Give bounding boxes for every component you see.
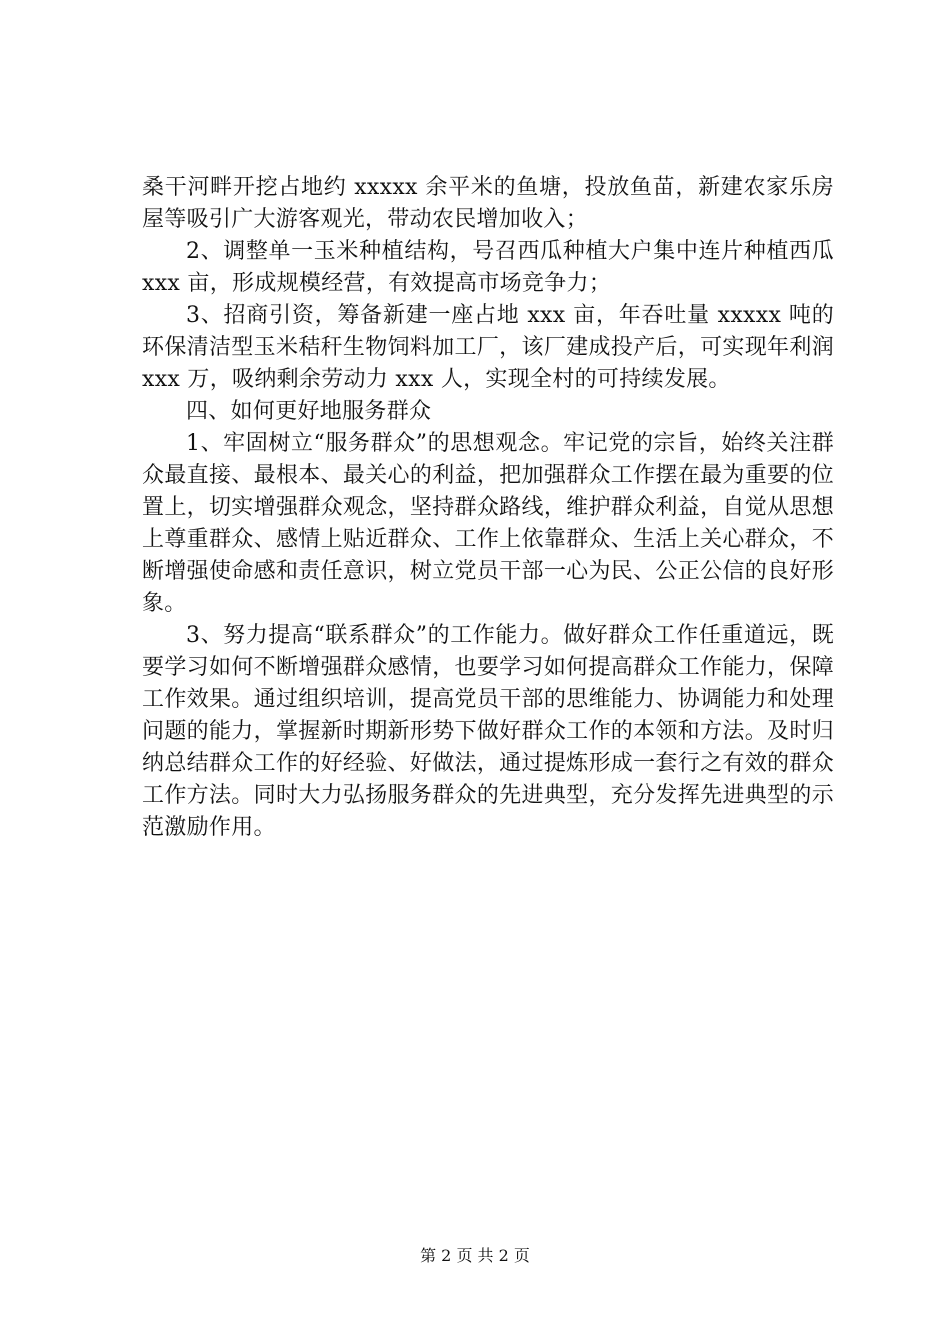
document-body <box>142 172 834 844</box>
paragraph-work-ability: 3、努力提高“联系群众”的工作能力。做好群众工作任重道远，既要学习如何不断增强群众感情，也要学习如何提高群众工作能力，保障工作效果。通过组织培训，提高党员干部的思维能力、协调能力和处理问题的能力，掌握新时期新形势下做好群众工作的本领和方法。及时归纳总结群众工作的好经验、好做法，通过提炼形成一套行之有效的群众工作方法。同时大力弘扬服务群众的先进典型，充分发挥先进典型的示范激励作用。 <box>142 623 834 840</box>
paragraph-service-concept: 1、牢固树立“服务群众”的思想观念。牢记党的宗旨，始终关注群众最直接、最根本、最关心的利益，把加强群众工作摆在最为重要的位置上，切实增强群众观念，坚持群众路线，维护群众利益，自觉从思想上尊重群众、感情上贴近群众、工作上依靠群众、生活上关心群众，不断增强使命感和责任意识，树立党员干部一心为民、公正公信的良好形象。 <box>142 431 834 616</box>
page-number-footer: 第 2 页 共 2 页 <box>420 1246 530 1265</box>
paragraph-investment: 3、招商引资，筹备新建一座占地 xxx 亩，年吞吐量 xxxxx 吨的环保清洁型玉米秸秆生物饲料加工厂，该厂建成投产后，可实现年利润 xxx 万，吸纳剩余劳动力 xxx 人，实现全村的可持续发展。 <box>142 303 834 392</box>
paragraph-watermelon: 2、调整单一玉米种植结构，号召西瓜种植大户集中连片种植西瓜 xxx 亩，形成规模经营，有效提高市场竞争力； <box>142 239 834 296</box>
paragraph-fishpond: 桑干河畔开挖占地约 xxxxx 余平米的鱼塘，投放鱼苗，新建农家乐房屋等吸引广大游客观光，带动农民增加收入； <box>142 175 834 232</box>
section-heading: 四、如何更好地服务群众 <box>186 399 432 424</box>
